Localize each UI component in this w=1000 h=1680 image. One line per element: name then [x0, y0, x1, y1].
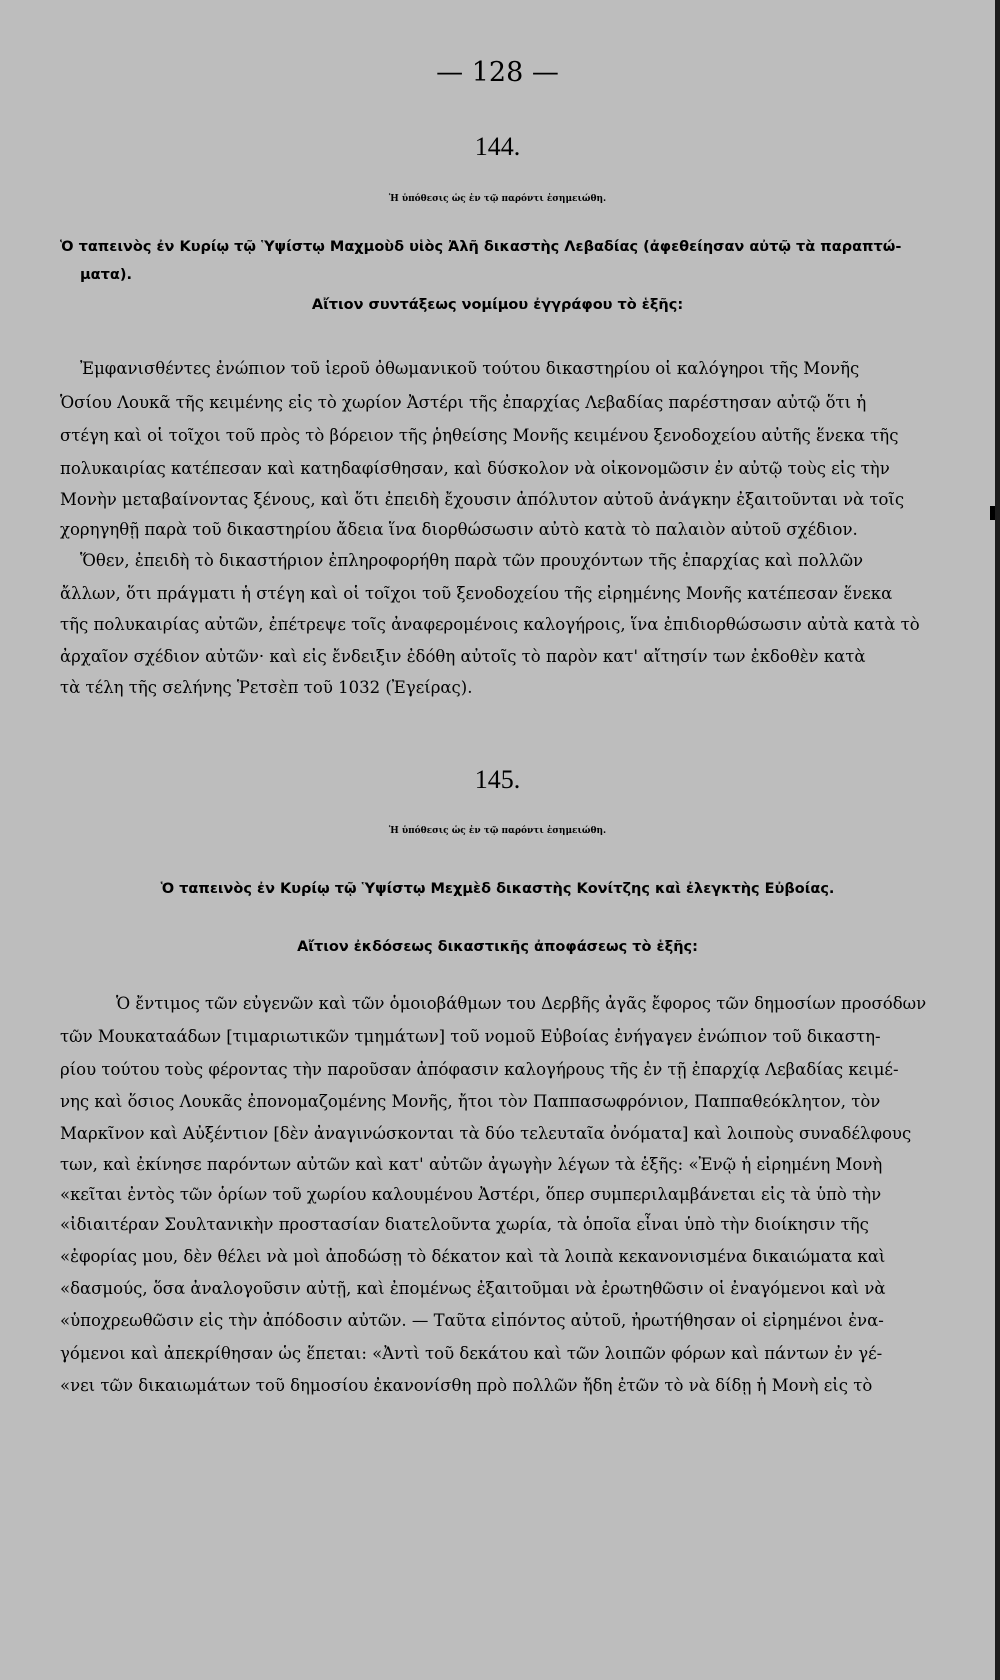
body-line: τῆς πολυκαιρίας αὐτῶν, ἐπέτρεψε τοῖς ἀναφερομένοις καλογήροις, ἵνα ἐπιδιορθώσωσιν αὐτὰ κατὰ τὸ [60, 615, 920, 634]
body-line: «ἐφορίας μου, δὲν θέλει νὰ μοὶ ἀποδώσῃ τὸ δέκατον καὶ τὰ λοιπὰ κεκανονισμένα δικαιώματα καὶ [60, 1247, 886, 1266]
body-line: «ὑποχρεωθῶσιν εἰς τὴν ἀπόδοσιν αὐτῶν. — Ταῦτα εἰπόντος αὐτοῦ, ἠρωτήθησαν οἱ εἰρημένοι ἐνα- [60, 1311, 884, 1330]
body-line: «κεῖται ἐντὸς τῶν ὁρίων τοῦ χωρίου καλουμένου Ἀστέρι, ὅπερ συμπεριλαμβάνεται εἰς τὰ ὑπὸ τὴν [60, 1185, 882, 1204]
document-header-145: Ὁ ταπεινὸς ἐν Κυρίῳ τῷ Ὑψίστῳ Μεχμὲδ δικαστὴς Κονίτζης καὶ ἐλεγκτὴς Εὐβοίας. [160, 881, 835, 897]
body-line: ἀρχαῖον σχέδιον αὐτῶν· καὶ εἰς ἔνδειξιν ἐδόθη αὐτοῖς τὸ παρὸν κατ' αἴτησίν των ἐκδοθὲν κατὰ [60, 647, 866, 666]
body-line: Μαρκῖνον καὶ Αὐξέντιον [δὲν ἀναγινώσκονται τὰ δύο τελευταῖα ὀνόματα] καὶ λοιποὺς συναδέλφους [60, 1124, 912, 1143]
document-subtitle-144: Αἴτιον συντάξεως νομίμου ἐγγράφου τὸ ἑξῆς: [311, 297, 684, 313]
body-line: χορηγηθῇ παρὰ τοῦ δικαστηρίου ἄδεια ἵνα διορθώσωσιν αὐτὸ κατὰ τὸ παλαιὸν αὐτοῦ σχέδιον. [60, 520, 858, 539]
document-note-144: Ἡ ὑπόθεσις ὡς ἐν τῷ παρόντι ἐσημειώθη. [388, 194, 607, 204]
document-number-144: 144. [474, 132, 521, 161]
body-line: τῶν Μουκαταάδων [τιμαριωτικῶν τμημάτων] τοῦ νομοῦ Εὐβοίας ἐνήγαγεν ἐνώπιον τοῦ δικαστη- [60, 1027, 881, 1046]
body-line: πολυκαιρίας κατέπεσαν καὶ κατηδαφίσθησαν, καὶ δύσκολον νὰ οἰκονομῶσιν ἐν αὐτῷ τοὺς εἰς τὴν [60, 459, 890, 478]
document-number-145: 145. [474, 765, 521, 794]
body-line: ἄλλων, ὅτι πράγματι ἡ στέγη καὶ οἱ τοῖχοι τοῦ ξενοδοχείου τῆς εἰρημένης Μονῆς κατέπεσαν ἕνεκα [60, 584, 893, 603]
body-line: Μονὴν μεταβαίνοντας ξένους, καὶ ὅτι ἐπειδὴ ἔχουσιν ἀπόλυτον αὐτοῦ ἀνάγκην ἐξαιτοῦνται νὰ τοῖς [60, 490, 905, 509]
body-line: τὰ τέλη τῆς σελήνης Ῥετσὲπ τοῦ 1032 (Ἐγείρας). [60, 678, 473, 697]
body-line: Ὁ ἔντιμος τῶν εὐγενῶν καὶ τῶν ὁμοιοβάθμων του Δερβῆς ἀγᾶς ἔφορος τῶν δημοσίων προσόδων [116, 994, 927, 1013]
body-line: «νει τῶν δικαιωμάτων τοῦ δημοσίου ἐκανονίσθη πρὸ πολλῶν ἤδη ἐτῶν τὸ νὰ δίδῃ ἡ Μονὴ εἰς τὸ [60, 1376, 873, 1395]
body-line: Ὅθεν, ἐπειδὴ τὸ δικαστήριον ἐπληροφορήθη παρὰ τῶν προυχόντων τῆς ἐπαρχίας καὶ πολλῶν [80, 551, 864, 570]
body-line: «ἰδιαιτέραν Σουλτανικὴν προστασίαν διατελοῦντα χωρία, τὰ ὁποῖα εἶναι ὑπὸ τὴν διοίκησιν τῆς [60, 1215, 869, 1234]
body-line: στέγη καὶ οἱ τοῖχοι τοῦ πρὸς τὸ βόρειον τῆς ῥηθείσης Μονῆς κειμένου ξενοδοχείου αὐτῆς ἕνεκα τῆς [60, 426, 899, 445]
document-subtitle-145: Αἴτιον ἐκδόσεως δικαστικῆς ἀποφάσεως τὸ ἑξῆς: [297, 939, 698, 955]
document-header-line: ματα). [80, 267, 132, 283]
body-line: Ὁσίου Λουκᾶ τῆς κειμένης εἰς τὸ χωρίον Ἀστέρι τῆς ἐπαρχίας Λεβαδίας παρέστησαν αὐτῷ ὅτι ἡ [60, 393, 867, 412]
body-line: «δασμούς, ὅσα ἀναλογοῦσιν αὐτῇ, καὶ ἐπομένως ἐξαιτοῦμαι νὰ ἐρωτηθῶσιν οἱ ἐναγόμενοι καὶ νὰ [60, 1279, 886, 1298]
body-line: ρίου τούτου τοὺς φέροντας τὴν παροῦσαν ἀπόφασιν καλογήρους τῆς ἐν τῇ ἐπαρχίᾳ Λεβαδίας κειμέ- [60, 1060, 899, 1079]
body-line: γόμενοι καὶ ἀπεκρίθησαν ὡς ἕπεται: «Ἀντὶ τοῦ δεκάτου καὶ τῶν λοιπῶν φόρων καὶ πάντων ἐν γέ- [60, 1344, 883, 1363]
body-line: Ἐμφανισθέντες ἐνώπιον τοῦ ἱεροῦ ὀθωμανικοῦ τούτου δικαστηρίου οἱ καλόγηροι τῆς Μονῆς [80, 359, 860, 378]
document-header-line: Ὁ ταπεινὸς ἐν Κυρίῳ τῷ Ὑψίστῳ Μαχμοὺδ υἱὸς Ἀλῆ δικαστὴς Λεβαδίας (ἀφεθείησαν αὐτῷ τὰ παραπτώ- [60, 239, 902, 255]
document-note-145: Ἡ ὑπόθεσις ὡς ἐν τῷ παρόντι ἐσημειώθη. [388, 826, 607, 836]
body-line: νης καὶ ὅσιος Λουκᾶς ἐπονομαζομένης Μονῆς, ἤτοι τὸν Παππασωφρόνιον, Παππαθεόκλητον, τὸν [60, 1092, 881, 1111]
scan-edge-mark [990, 506, 995, 520]
page-number: — 128 — [436, 57, 559, 88]
body-line: των, καὶ ἐκίνησε παρόντων αὐτῶν καὶ κατ' αὐτῶν ἀγωγὴν λέγων τὰ ἑξῆς: «Ἐνῷ ἡ εἰρημένη Μονὴ [60, 1155, 883, 1174]
